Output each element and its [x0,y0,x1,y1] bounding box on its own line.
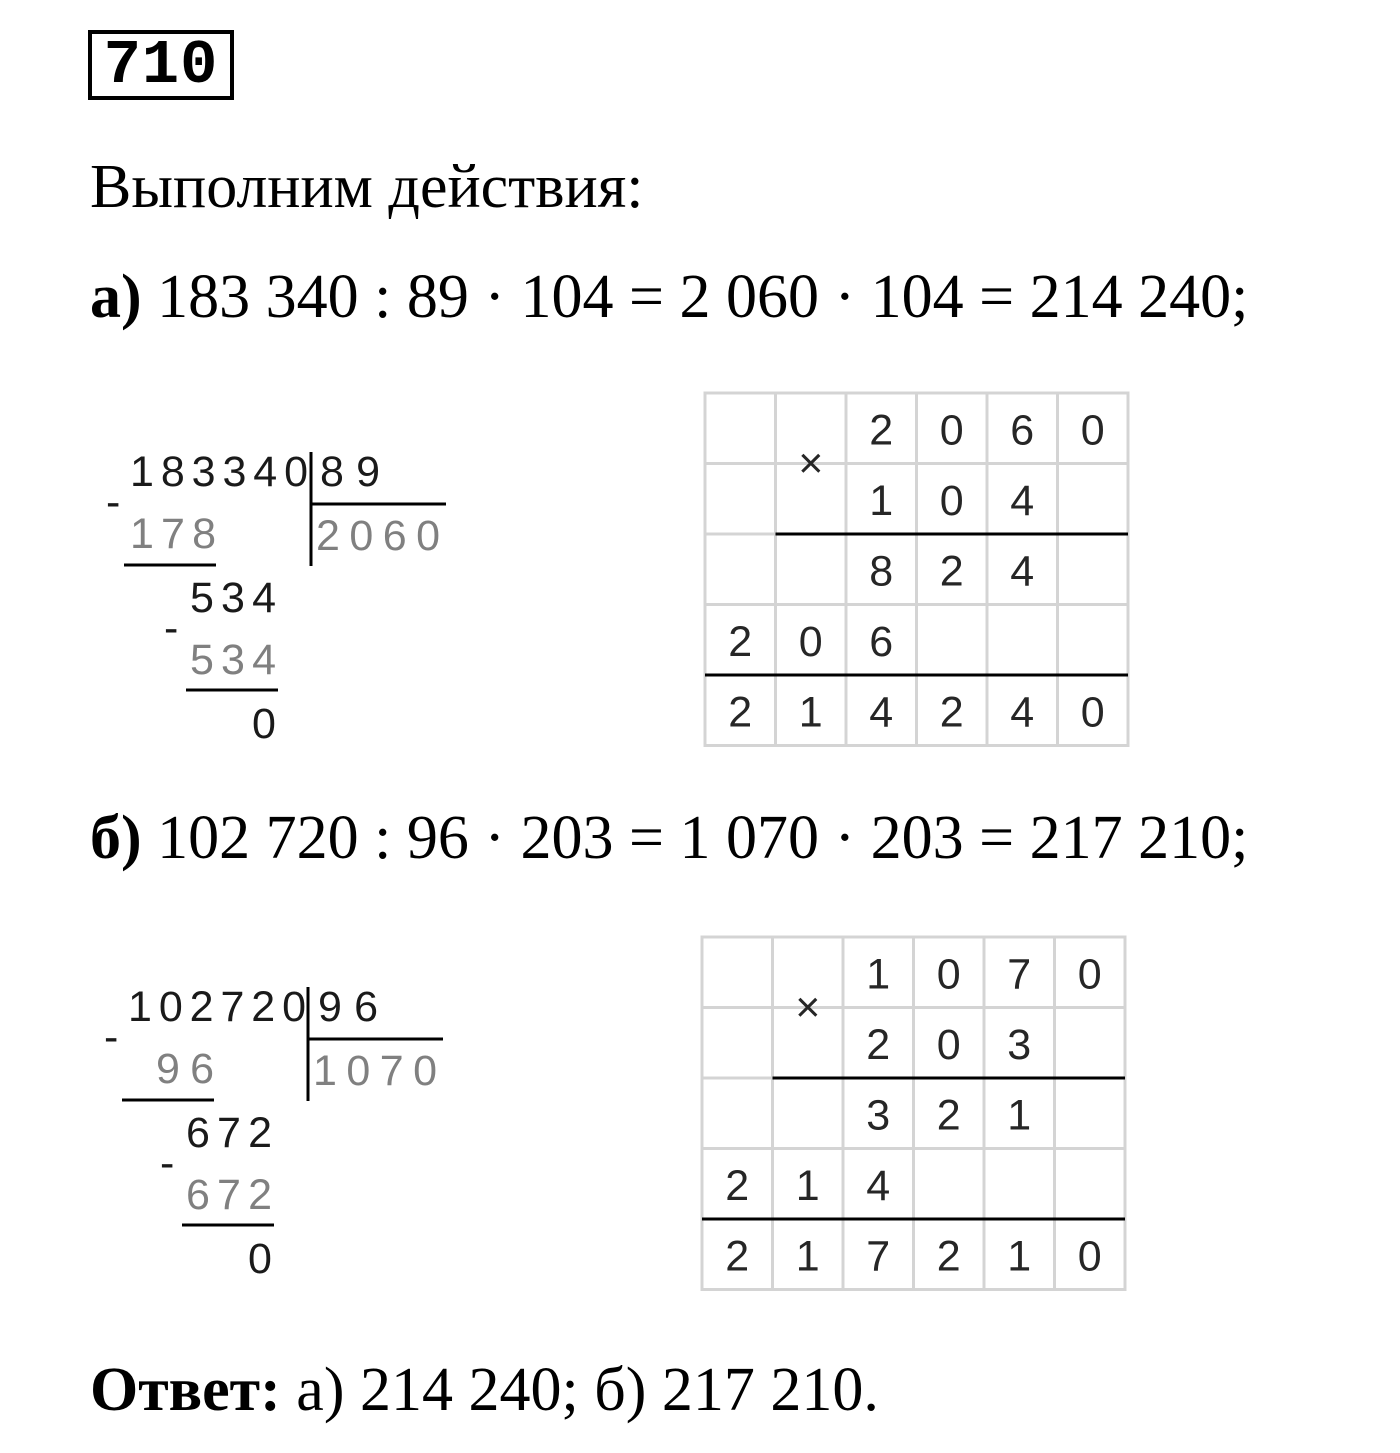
grid-cell [1055,1008,1126,1079]
multiplication-grid-a [703,391,1129,745]
grid-digit: 2 [939,547,964,596]
grid-cell [702,1078,773,1149]
grid-digit: 6 [869,617,894,666]
grid-cell [702,1008,773,1079]
grid-digit: 2 [939,688,964,737]
grid-cell [914,1149,985,1220]
grid-digit: 0 [798,617,823,666]
equation-b [90,803,1248,873]
grid-digit: 1 [795,1232,820,1281]
grid-digit: 4 [1010,476,1035,525]
grid-digit: 2 [728,617,753,666]
first-subtrahend: 96 [156,1045,214,1093]
second-subtrahend: 534 [190,636,276,684]
remainder: 0 [248,1235,272,1283]
grid-digit: 2 [866,1020,891,1069]
first-remainder: 534 [190,574,276,622]
grid-digit: 7 [1007,950,1032,999]
answer [90,1355,879,1425]
grid-digit: 4 [869,688,894,737]
grid-cell [705,393,776,464]
problem-number: 710 [88,30,234,100]
grid-digit: 1 [798,688,823,737]
grid-digit: 4 [1010,688,1035,737]
dividend: 102720 [128,983,306,1031]
grid-digit: 2 [725,1232,750,1281]
answer-text: а) 214 240; б) 217 210. [296,1356,879,1424]
multiply-sign: × [795,983,821,1032]
equation-a-label: а) [90,263,142,331]
grid-cell [773,1078,844,1149]
equation-a-expression: 183 340 : 89 · 104 = 2 060 · 104 = 214 240; [157,263,1249,331]
grid-digit: 4 [866,1161,891,1210]
division-a [100,440,460,760]
minus-sign: - [164,604,179,652]
grid-cell [917,605,988,676]
grid-digit: 2 [869,406,894,455]
grid-digit: 2 [728,688,753,737]
grid-cell [705,464,776,535]
divisor: 96 [318,983,378,1031]
grid-digit: 0 [1077,1232,1102,1281]
grid-cell [984,1149,1055,1220]
dividend: 183340 [130,448,308,496]
grid-cell [1055,1149,1126,1220]
grid-digit: 0 [939,406,964,455]
equation-b-expression: 102 720 : 96 · 203 = 1 070 · 203 = 217 210; [157,804,1249,872]
grid-digit: 0 [936,950,961,999]
divisor: 89 [320,448,380,496]
answer-label: Ответ: [90,1356,281,1424]
grid-digit: 1 [869,476,894,525]
grid-cell [702,937,773,1008]
grid-cell [776,534,847,605]
grid-digit: 7 [866,1232,891,1281]
minus-sign: - [160,1139,175,1187]
grid-cell [1058,534,1129,605]
intro-text: Выполним действия: [90,153,644,221]
division-b [100,975,460,1295]
grid-digit: 8 [869,547,894,596]
first-subtrahend: 178 [130,510,216,558]
first-remainder: 672 [186,1109,272,1157]
grid-digit: 1 [795,1161,820,1210]
minus-sign: - [106,478,121,526]
grid-digit: 2 [936,1091,961,1140]
multiply-sign: × [798,439,824,488]
grid-digit: 4 [1010,547,1035,596]
quotient: 1070 [313,1047,437,1095]
equation-a [90,262,1248,332]
grid-cell [987,605,1058,676]
grid-digit: 6 [1010,406,1035,455]
equation-b-label: б) [90,804,142,872]
minus-sign: - [104,1013,119,1061]
grid-digit: 0 [1077,950,1102,999]
grid-digit: 2 [936,1232,961,1281]
quotient: 2060 [316,512,440,560]
grid-cell [1058,605,1129,676]
grid-digit: 3 [866,1091,891,1140]
remainder: 0 [252,700,276,748]
grid-cell [1058,464,1129,535]
grid-digit: 1 [866,950,891,999]
grid-digit: 1 [1007,1091,1032,1140]
grid-digit: 1 [1007,1232,1032,1281]
grid-digit: 0 [936,1020,961,1069]
grid-digit: 2 [725,1161,750,1210]
grid-digit: 3 [1007,1020,1032,1069]
grid-cell [1055,1078,1126,1149]
grid-cell [705,534,776,605]
multiplication-grid-b [700,935,1126,1289]
grid-digit: 0 [1080,688,1105,737]
grid-digit: 0 [939,476,964,525]
second-subtrahend: 672 [186,1171,272,1219]
grid-digit: 0 [1080,406,1105,455]
